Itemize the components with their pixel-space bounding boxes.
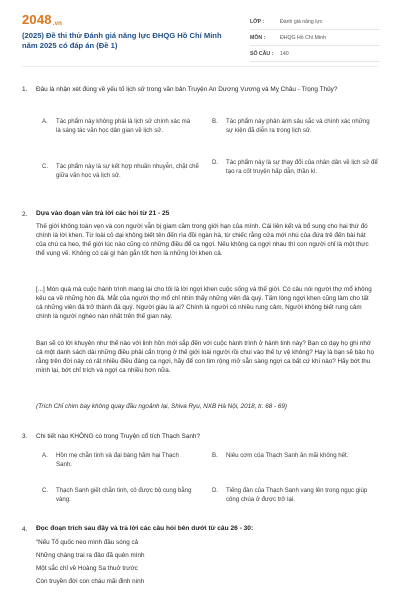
question-4 (22, 525, 36, 534)
question-number: 3. (22, 433, 28, 440)
option-b[interactable] (212, 452, 378, 461)
passage-paragraph-3: Bạn sẽ có lời khuyên như thế nào với linh hồn mới sắp đến với cuộc hành trình ở hành tinh này? Bạn có dạy họ ghi nhớ cả một danh sách dài những điều phải cẩn trọng ở thế giới loài người rồi chui vào thế tự vệ không? Hay là bạn sẽ bảo họ rằng trên đời này có rất nhiều điều đáng ca ngợi, hãy để con tim rộng mở sẵn sàng ngợi ca bất cứ khi nào? Hãy bớt thu mình lại, bớt chỉ trích và ngợi ca nhiều hơn nữa. (36, 340, 374, 375)
option-a[interactable] (42, 452, 192, 469)
poem-line: “Nếu Tổ quốc neo mình đầu sóng cả (36, 539, 139, 546)
option-letter: A. (42, 118, 48, 125)
logo-text: 2048 (22, 12, 52, 27)
meta-row-subject (250, 30, 380, 46)
question-2 (22, 210, 36, 219)
option-text: Tác phẩm này không phải là lịch sử chính xác mà là sáng tác văn học dân gian về lịch sử. (56, 118, 191, 134)
option-a[interactable] (42, 118, 192, 135)
meta-value: ĐHQG Hồ Chí Minh (280, 34, 326, 41)
option-letter: D. (212, 159, 219, 166)
question-number: 2. (22, 211, 28, 218)
option-letter: C. (42, 163, 49, 170)
document-title: (2025) Đề thi thử Đánh giá năng lực ĐHQG Hồ Chí Minh năm 2025 có đáp án (Đề 1) (22, 31, 222, 50)
option-text: Thạch Sanh giết chằn tinh, cô được bộ cung bằng vàng. (56, 487, 192, 503)
option-c[interactable] (42, 163, 202, 180)
question-number: 4. (22, 526, 28, 533)
option-d[interactable] (212, 159, 378, 176)
option-letter: D. (212, 487, 219, 494)
poem-line: Còn truyền đời con cháu mãi đinh ninh (36, 578, 145, 585)
question-number: 1. (22, 86, 28, 93)
logo-suffix: .vn (52, 21, 63, 27)
meta-key: LỚP : (250, 18, 265, 25)
meta-key: SỐ CÂU : (250, 50, 274, 57)
passage-paragraph-2: [...] Món quà mà cuộc hành trình mang lại cho tôi là lời ngợi khen cuộc sống và thế giới. Có câu nói người thợ mổ không kêu ca về những hòn đá. Mắt của người thợ mổ chỉ nhìn thấy những viên đá quý. Tấm lòng ngợi khen cũng làm cho tất cả những viên đá trở thành đá quý. Người giàu là ai? Chính là người có nhiều rung cảm. Người không biết rung cảm chính là người nghèo nàn nhất trên thế gian này. (36, 286, 372, 321)
passage-paragraph-1: Thế giới không toàn vẹn và con người vẫn bị giam cầm trong giới hạn của mình. Cái liên kết và bổ sung cho hai thứ đó chính là lời khen. Từ loài cỏ dại không biết tên đến rìa đồi ngàn hà, từ chiếc rằng cửa mới nhú của đứa trẻ đến bài hát của chú ca heo, thế giới lúc nào cũng có những điều để ca ngợi. Nếu không ca ngợi nhau thì con người chỉ là một thực thể vụng về. Không có cái gì hàn gắn tốt hơn là những lời khen cả. (36, 223, 369, 258)
poem-excerpt (36, 536, 145, 588)
option-letter: C. (42, 487, 49, 494)
option-text: Hồn mẹ chằn tinh và đại bàng hãm hại Thạch Sanh. (56, 452, 179, 468)
meta-row-class (250, 14, 380, 30)
meta-row-count (250, 46, 380, 62)
meta-panel (250, 14, 380, 62)
passage-title: Dựa vào đoạn văn trả lời các hỏi từ 21 - 25 (36, 210, 170, 217)
meta-value: 140 (280, 50, 289, 57)
option-text: Niêu cơm của Thạch Sanh ăn mãi không hết. (226, 452, 349, 459)
question-3 (22, 432, 36, 441)
meta-key: MÔN : (250, 34, 266, 41)
option-letter: B. (212, 118, 218, 125)
poem-line: Những chàng trai ra đảo đã quên mình (36, 552, 145, 559)
question-1 (22, 85, 36, 94)
question-text: Chi tiết nào KHÔNG có trong Truyện cổ tích Thạch Sanh? (36, 433, 200, 440)
option-b[interactable] (212, 118, 378, 135)
option-text: Tiếng đàn của Thạch Sanh vang lên trong ngục giúp công chúa ở được trở lại. (226, 487, 368, 503)
option-c[interactable] (42, 487, 192, 504)
meta-value: Đánh giá năng lực (280, 18, 323, 25)
header-divider (22, 66, 378, 67)
option-text: Tác phẩm này là sự thay đổi của nhân dân về lịch sử để tạo ra cốt truyện hấp dẫn, thần kì. (226, 159, 378, 175)
passage-title: Đọc đoạn trích sau đây và trả lời các câu hỏi bên dưới từ câu 26 - 30: (36, 525, 254, 532)
option-text: Tác phẩm này phản ánh sâu sắc và chính xác những sự kiện đã diễn ra trong lịch sử. (226, 118, 370, 134)
passage-source: (Trích Chỉ chim bay không quay đầu ngoảnh lại, Shiva Ryu, NXB Hà Nội, 2018, tr. 68 - 69) (36, 403, 287, 410)
option-text: Tác phẩm này là sự kết hợp nhuần nhuyễn, chặt chẽ giữa văn học và lịch sử. (56, 163, 199, 179)
option-d[interactable] (212, 487, 378, 504)
poem-line: Một sắc chỉ về Hoàng Sa thuở trước (36, 565, 138, 572)
option-letter: A. (42, 452, 48, 459)
site-logo[interactable] (22, 12, 62, 27)
option-letter: B. (212, 452, 218, 459)
question-text: Đâu là nhận xét đúng về yếu tố lịch sử trong văn bản Truyện An Dương Vương và Mỵ Châu - Trọng Thủy? (36, 86, 338, 93)
